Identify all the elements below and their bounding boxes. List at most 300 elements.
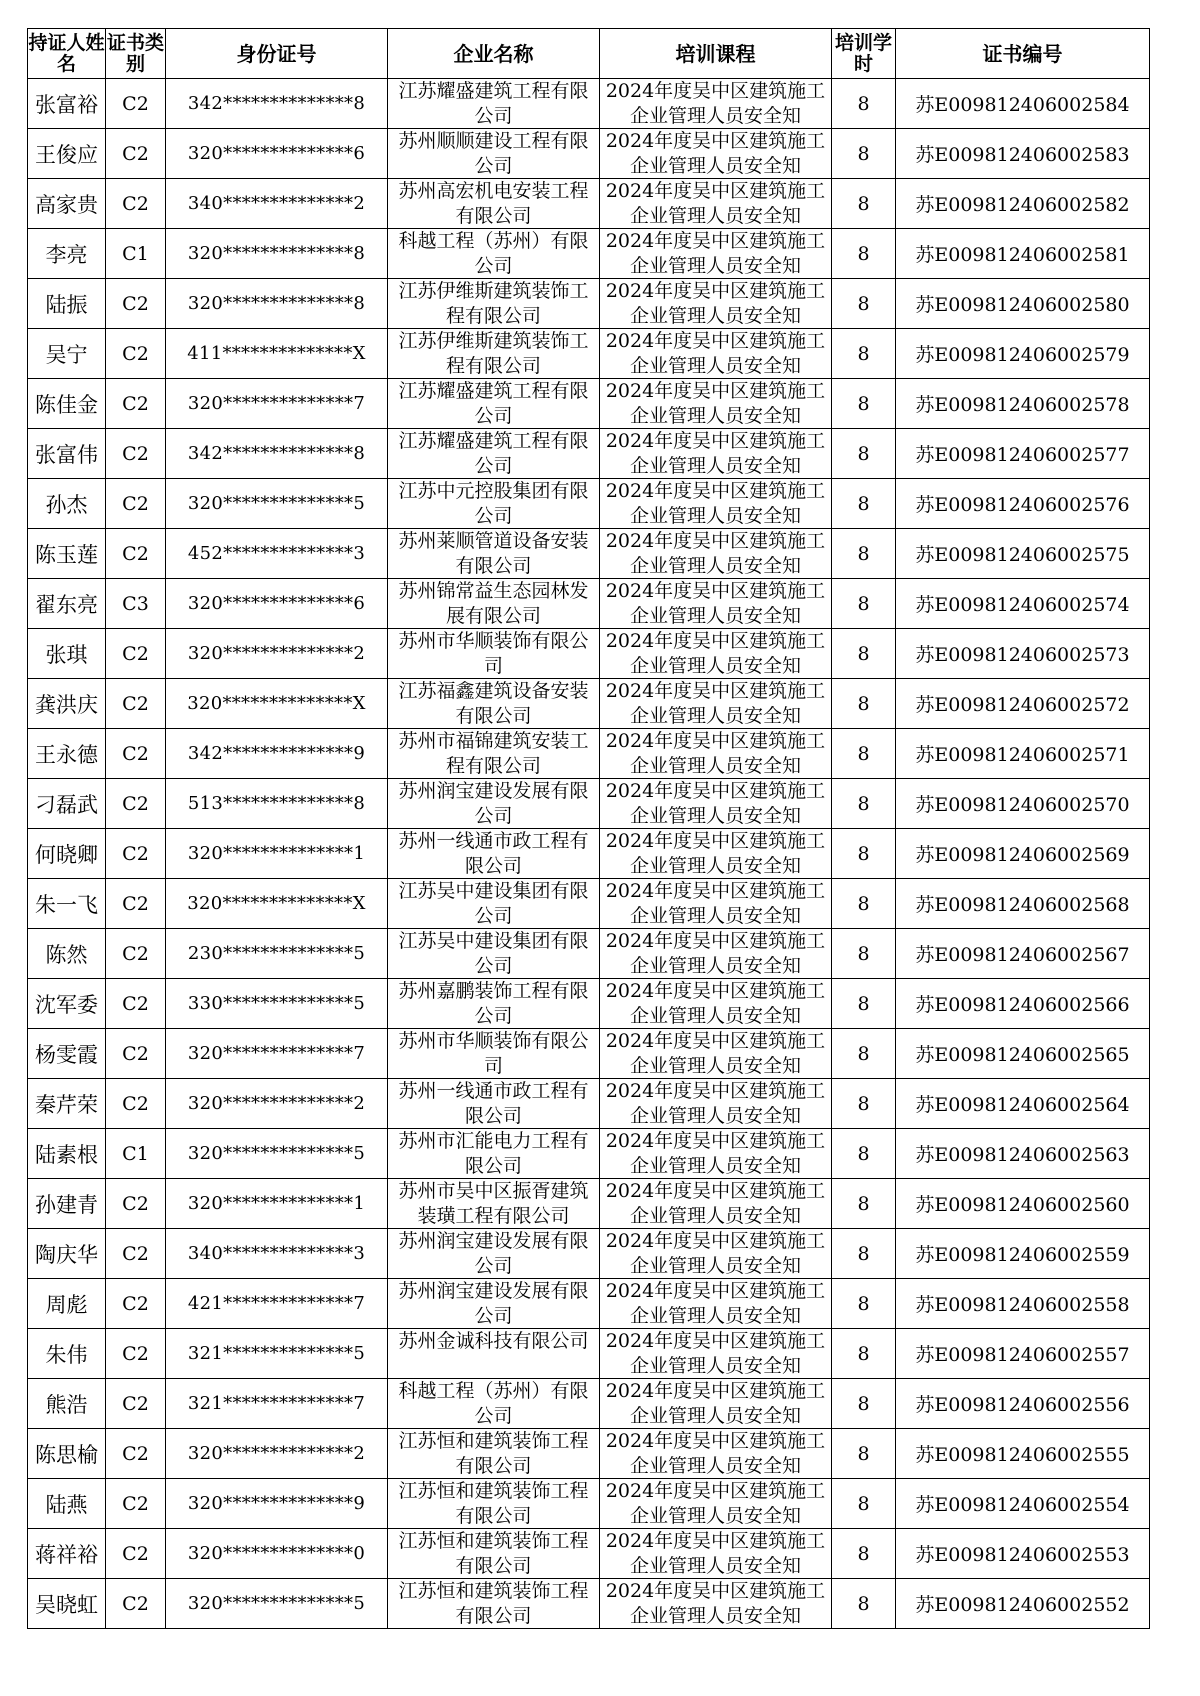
id-number-cell: 320**************8 xyxy=(166,229,388,279)
table-row xyxy=(28,279,1150,329)
course-cell-text: 2024年度吴中区建筑施工企业管理人员安全知 xyxy=(605,1380,826,1427)
company-cell-text: 江苏耀盛建筑工程有限公司 xyxy=(398,80,589,127)
company-cell xyxy=(388,1529,600,1579)
company-cell-text: 江苏吴中建设集团有限公司 xyxy=(398,930,589,977)
company-cell-text: 江苏福鑫建筑设备安装有限公司 xyxy=(398,680,589,727)
course-cell xyxy=(600,829,832,879)
company-cell xyxy=(388,1179,600,1229)
table-row xyxy=(28,1179,1150,1229)
course-cell xyxy=(600,779,832,829)
course-cell xyxy=(600,1579,832,1629)
category-cell: C3 xyxy=(106,579,166,629)
hours-cell: 8 xyxy=(832,179,896,229)
company-cell-text: 江苏恒和建筑装饰工程有限公司 xyxy=(398,1480,589,1527)
course-cell xyxy=(600,1529,832,1579)
course-cell xyxy=(600,1479,832,1529)
id-number-cell: 320**************5 xyxy=(166,1129,388,1179)
hours-cell: 8 xyxy=(832,579,896,629)
category-cell: C2 xyxy=(106,1329,166,1379)
company-cell-text: 苏州润宝建设发展有限公司 xyxy=(398,1230,589,1277)
certificate-number-cell: 苏E009812406002579 xyxy=(896,329,1150,379)
table-row xyxy=(28,1029,1150,1079)
course-cell-text: 2024年度吴中区建筑施工企业管理人员安全知 xyxy=(605,230,826,277)
holder-name-cell: 陆燕 xyxy=(28,1479,106,1529)
table-row xyxy=(28,179,1150,229)
category-cell: C2 xyxy=(106,929,166,979)
category-cell: C2 xyxy=(106,879,166,929)
table-row xyxy=(28,579,1150,629)
course-cell xyxy=(600,929,832,979)
company-cell-text: 苏州市华顺装饰有限公司 xyxy=(398,1030,589,1077)
company-cell-text: 江苏恒和建筑装饰工程有限公司 xyxy=(398,1430,589,1477)
id-number-cell: 321**************5 xyxy=(166,1329,388,1379)
course-cell-text: 2024年度吴中区建筑施工企业管理人员安全知 xyxy=(605,930,826,977)
company-cell xyxy=(388,1279,600,1329)
certificate-number-cell: 苏E009812406002582 xyxy=(896,179,1150,229)
course-cell xyxy=(600,1279,832,1329)
holder-name-cell: 沈军委 xyxy=(28,979,106,1029)
category-cell: C2 xyxy=(106,129,166,179)
category-cell: C1 xyxy=(106,1129,166,1179)
id-number-cell: 320**************2 xyxy=(166,1079,388,1129)
header-category: 证书类别 xyxy=(106,29,166,79)
category-cell: C2 xyxy=(106,329,166,379)
course-cell-text: 2024年度吴中区建筑施工企业管理人员安全知 xyxy=(605,1280,826,1327)
company-cell-text: 苏州高宏机电安装工程有限公司 xyxy=(398,180,589,227)
id-number-cell: 320**************1 xyxy=(166,1179,388,1229)
holder-name-cell: 孙杰 xyxy=(28,479,106,529)
holder-name-cell: 张富伟 xyxy=(28,429,106,479)
company-cell-text: 江苏吴中建设集团有限公司 xyxy=(398,880,589,927)
id-number-cell: 320**************8 xyxy=(166,279,388,329)
id-number-cell: 320**************6 xyxy=(166,579,388,629)
course-cell-text: 2024年度吴中区建筑施工企业管理人员安全知 xyxy=(605,530,826,577)
category-cell: C2 xyxy=(106,979,166,1029)
holder-name-cell: 刁磊武 xyxy=(28,779,106,829)
course-cell xyxy=(600,279,832,329)
id-number-cell: 342**************8 xyxy=(166,79,388,129)
company-cell xyxy=(388,929,600,979)
certificate-number-cell: 苏E009812406002569 xyxy=(896,829,1150,879)
id-number-cell: 320**************0 xyxy=(166,1529,388,1579)
course-cell xyxy=(600,1379,832,1429)
company-cell-text: 苏州莱顺管道设备安装有限公司 xyxy=(398,530,589,577)
company-cell xyxy=(388,279,600,329)
category-cell: C2 xyxy=(106,629,166,679)
table-row xyxy=(28,1129,1150,1179)
company-cell-text: 苏州市华顺装饰有限公司 xyxy=(398,630,589,677)
company-cell xyxy=(388,979,600,1029)
certificate-number-cell: 苏E009812406002583 xyxy=(896,129,1150,179)
course-cell-text: 2024年度吴中区建筑施工企业管理人员安全知 xyxy=(605,580,826,627)
hours-cell: 8 xyxy=(832,1179,896,1229)
company-cell-text: 苏州润宝建设发展有限公司 xyxy=(398,780,589,827)
holder-name-cell: 吴晓虹 xyxy=(28,1579,106,1629)
hours-cell: 8 xyxy=(832,429,896,479)
holder-name-cell: 何晓卿 xyxy=(28,829,106,879)
table-row xyxy=(28,929,1150,979)
category-cell: C2 xyxy=(106,729,166,779)
company-cell xyxy=(388,79,600,129)
company-cell xyxy=(388,579,600,629)
id-number-cell: 320**************5 xyxy=(166,1579,388,1629)
holder-name-cell: 高家贵 xyxy=(28,179,106,229)
company-cell-text: 江苏伊维斯建筑装饰工程有限公司 xyxy=(398,330,589,377)
id-number-cell: 320**************X xyxy=(166,679,388,729)
holder-name-cell: 翟东亮 xyxy=(28,579,106,629)
course-cell-text: 2024年度吴中区建筑施工企业管理人员安全知 xyxy=(605,180,826,227)
course-cell-text: 2024年度吴中区建筑施工企业管理人员安全知 xyxy=(605,780,826,827)
course-cell-text: 2024年度吴中区建筑施工企业管理人员安全知 xyxy=(605,630,826,677)
holder-name-cell: 蒋祥裕 xyxy=(28,1529,106,1579)
course-cell-text: 2024年度吴中区建筑施工企业管理人员安全知 xyxy=(605,980,826,1027)
hours-cell: 8 xyxy=(832,1479,896,1529)
course-cell xyxy=(600,629,832,679)
id-number-cell: 330**************5 xyxy=(166,979,388,1029)
header-course: 培训课程 xyxy=(600,29,832,79)
certificate-number-cell: 苏E009812406002577 xyxy=(896,429,1150,479)
table-row xyxy=(28,829,1150,879)
hours-cell: 8 xyxy=(832,1229,896,1279)
course-cell xyxy=(600,1429,832,1479)
certificate-number-cell: 苏E009812406002556 xyxy=(896,1379,1150,1429)
certificate-number-cell: 苏E009812406002578 xyxy=(896,379,1150,429)
header-row xyxy=(28,29,1150,79)
course-cell xyxy=(600,479,832,529)
category-cell: C2 xyxy=(106,1079,166,1129)
course-cell xyxy=(600,179,832,229)
table-row xyxy=(28,1529,1150,1579)
hours-cell: 8 xyxy=(832,129,896,179)
course-cell xyxy=(600,1129,832,1179)
company-cell xyxy=(388,1229,600,1279)
course-cell-text: 2024年度吴中区建筑施工企业管理人员安全知 xyxy=(605,1580,826,1627)
holder-name-cell: 陈玉莲 xyxy=(28,529,106,579)
course-cell-text: 2024年度吴中区建筑施工企业管理人员安全知 xyxy=(605,80,826,127)
holder-name-cell: 王永德 xyxy=(28,729,106,779)
company-cell-text: 苏州锦常益生态园林发展有限公司 xyxy=(398,580,589,627)
table-row xyxy=(28,679,1150,729)
category-cell: C2 xyxy=(106,779,166,829)
company-cell-text: 科越工程（苏州）有限公司 xyxy=(398,230,589,277)
certificate-number-cell: 苏E009812406002560 xyxy=(896,1179,1150,1229)
holder-name-cell: 李亮 xyxy=(28,229,106,279)
course-cell-text: 2024年度吴中区建筑施工企业管理人员安全知 xyxy=(605,1180,826,1227)
certificate-number-cell: 苏E009812406002564 xyxy=(896,1079,1150,1129)
hours-cell: 8 xyxy=(832,79,896,129)
course-cell xyxy=(600,429,832,479)
course-cell xyxy=(600,579,832,629)
company-cell xyxy=(388,229,600,279)
id-number-cell: 342**************9 xyxy=(166,729,388,779)
company-cell xyxy=(388,1079,600,1129)
certificate-number-cell: 苏E009812406002571 xyxy=(896,729,1150,779)
course-cell xyxy=(600,1179,832,1229)
course-cell-text: 2024年度吴中区建筑施工企业管理人员安全知 xyxy=(605,830,826,877)
course-cell-text: 2024年度吴中区建筑施工企业管理人员安全知 xyxy=(605,280,826,327)
table-row xyxy=(28,1479,1150,1529)
company-cell xyxy=(388,179,600,229)
table-row xyxy=(28,629,1150,679)
holder-name-cell: 陆振 xyxy=(28,279,106,329)
hours-cell: 8 xyxy=(832,379,896,429)
category-cell: C2 xyxy=(106,1579,166,1629)
course-cell xyxy=(600,979,832,1029)
course-cell-text: 2024年度吴中区建筑施工企业管理人员安全知 xyxy=(605,1080,826,1127)
course-cell xyxy=(600,129,832,179)
id-number-cell: 340**************3 xyxy=(166,1229,388,1279)
hours-cell: 8 xyxy=(832,1329,896,1379)
table-row xyxy=(28,79,1150,129)
course-cell-text: 2024年度吴中区建筑施工企业管理人员安全知 xyxy=(605,1530,826,1577)
holder-name-cell: 陆素根 xyxy=(28,1129,106,1179)
company-cell xyxy=(388,879,600,929)
certificate-number-cell: 苏E009812406002552 xyxy=(896,1579,1150,1629)
course-cell xyxy=(600,1329,832,1379)
company-cell-text: 江苏耀盛建筑工程有限公司 xyxy=(398,380,589,427)
company-cell xyxy=(388,1129,600,1179)
category-cell: C2 xyxy=(106,1529,166,1579)
company-cell xyxy=(388,1429,600,1479)
category-cell: C2 xyxy=(106,279,166,329)
course-cell xyxy=(600,729,832,779)
header-id: 身份证号 xyxy=(166,29,388,79)
table-row xyxy=(28,1329,1150,1379)
id-number-cell: 340**************2 xyxy=(166,179,388,229)
course-cell-text: 2024年度吴中区建筑施工企业管理人员安全知 xyxy=(605,880,826,927)
course-cell xyxy=(600,679,832,729)
course-cell-text: 2024年度吴中区建筑施工企业管理人员安全知 xyxy=(605,730,826,777)
id-number-cell: 342**************8 xyxy=(166,429,388,479)
hours-cell: 8 xyxy=(832,729,896,779)
certificate-number-cell: 苏E009812406002558 xyxy=(896,1279,1150,1329)
company-cell xyxy=(388,329,600,379)
holder-name-cell: 陈思榆 xyxy=(28,1429,106,1479)
hours-cell: 8 xyxy=(832,779,896,829)
id-number-cell: 320**************9 xyxy=(166,1479,388,1529)
company-cell-text: 苏州金诚科技有限公司 xyxy=(398,1330,589,1352)
holder-name-cell: 陈然 xyxy=(28,929,106,979)
holder-name-cell: 陈佳金 xyxy=(28,379,106,429)
category-cell: C2 xyxy=(106,429,166,479)
company-cell xyxy=(388,679,600,729)
hours-cell: 8 xyxy=(832,1579,896,1629)
company-cell-text: 苏州一线通市政工程有限公司 xyxy=(398,830,589,877)
certificate-number-cell: 苏E009812406002567 xyxy=(896,929,1150,979)
table-row xyxy=(28,1279,1150,1329)
category-cell: C2 xyxy=(106,1429,166,1479)
category-cell: C2 xyxy=(106,1179,166,1229)
id-number-cell: 321**************7 xyxy=(166,1379,388,1429)
certificate-number-cell: 苏E009812406002581 xyxy=(896,229,1150,279)
company-cell-text: 江苏中元控股集团有限公司 xyxy=(398,480,589,527)
company-cell-text: 苏州市汇能电力工程有限公司 xyxy=(398,1130,589,1177)
company-cell xyxy=(388,529,600,579)
category-cell: C2 xyxy=(106,829,166,879)
company-cell-text: 苏州市福锦建筑安装工程有限公司 xyxy=(398,730,589,777)
company-cell xyxy=(388,729,600,779)
holder-name-cell: 朱一飞 xyxy=(28,879,106,929)
hours-cell: 8 xyxy=(832,1379,896,1429)
holder-name-cell: 孙建青 xyxy=(28,1179,106,1229)
certificate-number-cell: 苏E009812406002575 xyxy=(896,529,1150,579)
holder-name-cell: 朱伟 xyxy=(28,1329,106,1379)
table-row xyxy=(28,479,1150,529)
course-cell-text: 2024年度吴中区建筑施工企业管理人员安全知 xyxy=(605,130,826,177)
company-cell-text: 江苏恒和建筑装饰工程有限公司 xyxy=(398,1580,589,1627)
id-number-cell: 320**************7 xyxy=(166,1029,388,1079)
course-cell xyxy=(600,79,832,129)
hours-cell: 8 xyxy=(832,479,896,529)
id-number-cell: 411**************X xyxy=(166,329,388,379)
course-cell-text: 2024年度吴中区建筑施工企业管理人员安全知 xyxy=(605,430,826,477)
table-row xyxy=(28,129,1150,179)
category-cell: C2 xyxy=(106,1479,166,1529)
company-cell-text: 江苏恒和建筑装饰工程有限公司 xyxy=(398,1530,589,1577)
table-row xyxy=(28,379,1150,429)
hours-cell: 8 xyxy=(832,1029,896,1079)
holder-name-cell: 张琪 xyxy=(28,629,106,679)
certificate-number-cell: 苏E009812406002570 xyxy=(896,779,1150,829)
course-cell-text: 2024年度吴中区建筑施工企业管理人员安全知 xyxy=(605,1430,826,1477)
company-cell-text: 苏州嘉鹏装饰工程有限公司 xyxy=(398,980,589,1027)
holder-name-cell: 杨雯霞 xyxy=(28,1029,106,1079)
holder-name-cell: 熊浩 xyxy=(28,1379,106,1429)
category-cell: C1 xyxy=(106,229,166,279)
hours-cell: 8 xyxy=(832,929,896,979)
hours-cell: 8 xyxy=(832,329,896,379)
category-cell: C2 xyxy=(106,679,166,729)
table-row xyxy=(28,979,1150,1029)
course-cell xyxy=(600,1029,832,1079)
id-number-cell: 320**************2 xyxy=(166,629,388,679)
id-number-cell: 230**************5 xyxy=(166,929,388,979)
id-number-cell: 513**************8 xyxy=(166,779,388,829)
certificate-number-cell: 苏E009812406002566 xyxy=(896,979,1150,1029)
hours-cell: 8 xyxy=(832,1129,896,1179)
header-hours: 培训学时 xyxy=(832,29,896,79)
id-number-cell: 320**************7 xyxy=(166,379,388,429)
holder-name-cell: 王俊应 xyxy=(28,129,106,179)
id-number-cell: 452**************3 xyxy=(166,529,388,579)
company-cell-text: 苏州市吴中区振胥建筑装璜工程有限公司 xyxy=(398,1180,589,1227)
id-number-cell: 320**************2 xyxy=(166,1429,388,1479)
hours-cell: 8 xyxy=(832,679,896,729)
id-number-cell: 320**************6 xyxy=(166,129,388,179)
holder-name-cell: 秦芹荣 xyxy=(28,1079,106,1129)
header-company: 企业名称 xyxy=(388,29,600,79)
hours-cell: 8 xyxy=(832,629,896,679)
course-cell xyxy=(600,1229,832,1279)
certificate-number-cell: 苏E009812406002557 xyxy=(896,1329,1150,1379)
hours-cell: 8 xyxy=(832,1429,896,1479)
hours-cell: 8 xyxy=(832,229,896,279)
company-cell xyxy=(388,429,600,479)
course-cell-text: 2024年度吴中区建筑施工企业管理人员安全知 xyxy=(605,1030,826,1077)
company-cell xyxy=(388,379,600,429)
table-row xyxy=(28,729,1150,779)
table-row xyxy=(28,429,1150,479)
course-cell xyxy=(600,329,832,379)
certificate-number-cell: 苏E009812406002554 xyxy=(896,1479,1150,1529)
table-row xyxy=(28,879,1150,929)
holder-name-cell: 龚洪庆 xyxy=(28,679,106,729)
course-cell-text: 2024年度吴中区建筑施工企业管理人员安全知 xyxy=(605,680,826,727)
hours-cell: 8 xyxy=(832,1279,896,1329)
table-row xyxy=(28,229,1150,279)
certificate-number-cell: 苏E009812406002572 xyxy=(896,679,1150,729)
hours-cell: 8 xyxy=(832,279,896,329)
table-row xyxy=(28,1579,1150,1629)
table-row xyxy=(28,1429,1150,1479)
course-cell-text: 2024年度吴中区建筑施工企业管理人员安全知 xyxy=(605,1330,826,1377)
certificate-number-cell: 苏E009812406002576 xyxy=(896,479,1150,529)
course-cell-text: 2024年度吴中区建筑施工企业管理人员安全知 xyxy=(605,480,826,527)
holder-name-cell: 陶庆华 xyxy=(28,1229,106,1279)
table-row xyxy=(28,1079,1150,1129)
header-name: 持证人姓名 xyxy=(28,29,106,79)
certificate-number-cell: 苏E009812406002553 xyxy=(896,1529,1150,1579)
course-cell-text: 2024年度吴中区建筑施工企业管理人员安全知 xyxy=(605,380,826,427)
company-cell xyxy=(388,1579,600,1629)
category-cell: C2 xyxy=(106,1279,166,1329)
company-cell-text: 苏州顺顺建设工程有限公司 xyxy=(398,130,589,177)
id-number-cell: 320**************X xyxy=(166,879,388,929)
company-cell-text: 苏州一线通市政工程有限公司 xyxy=(398,1080,589,1127)
certificate-number-cell: 苏E009812406002584 xyxy=(896,79,1150,129)
certificate-number-cell: 苏E009812406002563 xyxy=(896,1129,1150,1179)
certificate-number-cell: 苏E009812406002573 xyxy=(896,629,1150,679)
company-cell-text: 江苏伊维斯建筑装饰工程有限公司 xyxy=(398,280,589,327)
category-cell: C2 xyxy=(106,1029,166,1079)
table-row xyxy=(28,329,1150,379)
certificate-number-cell: 苏E009812406002555 xyxy=(896,1429,1150,1479)
course-cell xyxy=(600,879,832,929)
table-row xyxy=(28,1379,1150,1429)
category-cell: C2 xyxy=(106,179,166,229)
table-row xyxy=(28,529,1150,579)
course-cell xyxy=(600,229,832,279)
hours-cell: 8 xyxy=(832,1079,896,1129)
company-cell xyxy=(388,1329,600,1379)
id-number-cell: 320**************1 xyxy=(166,829,388,879)
category-cell: C2 xyxy=(106,1379,166,1429)
holder-name-cell: 周彪 xyxy=(28,1279,106,1329)
course-cell xyxy=(600,1079,832,1129)
table-row xyxy=(28,1229,1150,1279)
certificate-number-cell: 苏E009812406002574 xyxy=(896,579,1150,629)
id-number-cell: 320**************5 xyxy=(166,479,388,529)
company-cell xyxy=(388,1379,600,1429)
company-cell xyxy=(388,1479,600,1529)
category-cell: C2 xyxy=(106,1229,166,1279)
table-row xyxy=(28,779,1150,829)
holder-name-cell: 张富裕 xyxy=(28,79,106,129)
id-number-cell: 421**************7 xyxy=(166,1279,388,1329)
certificate-table xyxy=(27,28,1150,1629)
header-cert: 证书编号 xyxy=(896,29,1150,79)
category-cell: C2 xyxy=(106,479,166,529)
course-cell xyxy=(600,529,832,579)
course-cell-text: 2024年度吴中区建筑施工企业管理人员安全知 xyxy=(605,330,826,377)
certificate-number-cell: 苏E009812406002580 xyxy=(896,279,1150,329)
company-cell-text: 苏州润宝建设发展有限公司 xyxy=(398,1280,589,1327)
course-cell-text: 2024年度吴中区建筑施工企业管理人员安全知 xyxy=(605,1130,826,1177)
hours-cell: 8 xyxy=(832,879,896,929)
certificate-number-cell: 苏E009812406002559 xyxy=(896,1229,1150,1279)
certificate-number-cell: 苏E009812406002568 xyxy=(896,879,1150,929)
certificate-number-cell: 苏E009812406002565 xyxy=(896,1029,1150,1079)
